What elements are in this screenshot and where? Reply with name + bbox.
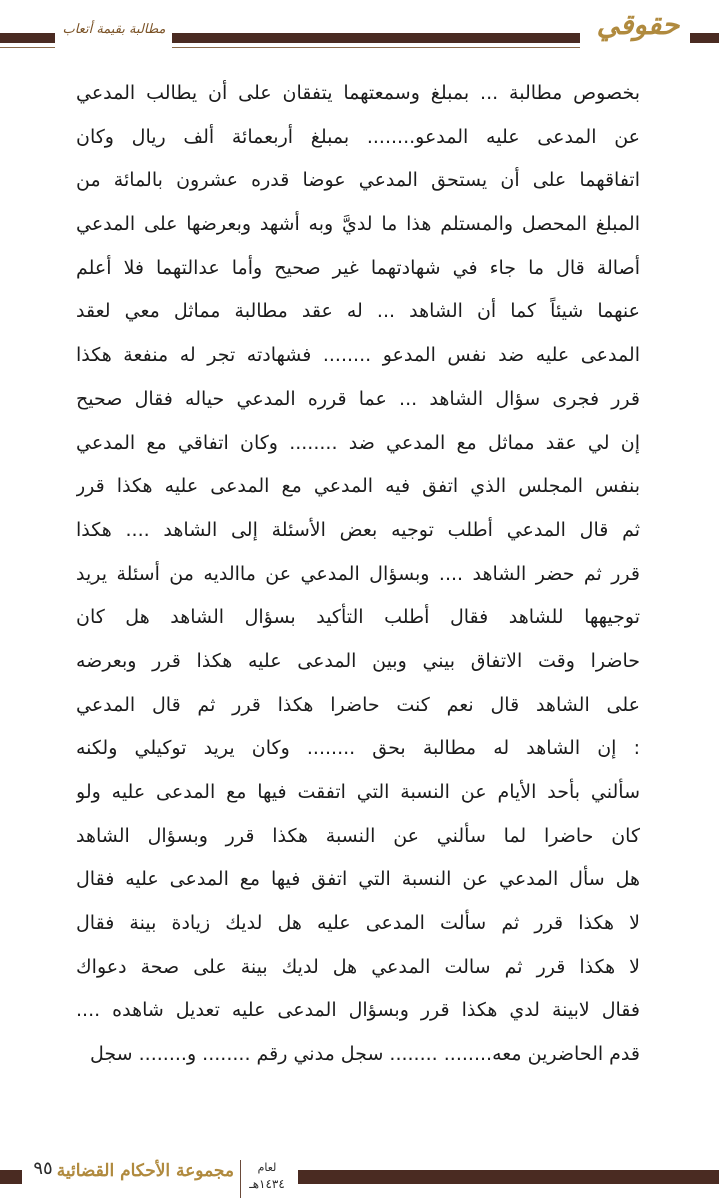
text-line: قرر فجرى سؤال الشاهد ... عما قرره المدعي حياله فقال صحيح	[76, 387, 640, 410]
text-line: عن المدعى عليه المدعو........ بمبلغ أربعمائة ألف ريال وكان	[76, 125, 640, 148]
text-line: المدعى عليه ضد نفس المدعو ........ فشهادته تجر له منفعة هكذا	[76, 344, 640, 367]
header-bar-right	[690, 33, 719, 43]
text-line: اتفاقهما على أن يستحق المدعي عوضا قدره عشرون بالمائة من	[76, 169, 640, 192]
text-line: توجيهها للشاهد فقال أطلب التأكيد بسؤال الشاهد هل كان	[76, 606, 640, 629]
header-rule-middle	[172, 47, 580, 48]
document-body	[76, 72, 640, 1077]
year-label: لعام	[257, 1161, 277, 1174]
text-line: بنفس المجلس الذي اتفق فيه المدعي مع المدعى عليه هكذا قرر	[76, 475, 640, 498]
header-rule-left	[0, 47, 55, 48]
header-bar-middle	[172, 33, 580, 43]
text-line: قدم الحاضرين معه........ ........ سجل مدني رقم ........ و........ سجل	[90, 1043, 640, 1066]
text-line: سألني بأحد الأيام عن النسبة التي اتفقت فيها مع المدعى عليه ولو	[76, 781, 640, 803]
text-line: أصالة قال ما جاء في شهادتهما غير صحيح وأما عدالتهما فلا أعلم	[76, 256, 640, 279]
text-line: : إن الشاهد له مطالبة بحق ........ وكان يريد توكيلي ولكنه	[76, 737, 640, 760]
text-line: ثم قال المدعي أطلب توجيه بعض الأسئلة إلى الشاهد .... هكذا	[76, 518, 640, 541]
text-line: كان حاضرا لما سألني عن النسبة هكذا قرر وبسؤال الشاهد	[76, 824, 640, 847]
text-line: قرر ثم حضر الشاهد .... وبسؤال المدعي عن ماالديه من أسئلة يريد	[76, 562, 640, 585]
text-line: عنهما شيئاً كما أن الشاهد ... له عقد مطالبة مماثل معي لعقد	[76, 300, 640, 323]
text-line: حاضرا وقت الاتفاق بيني وبين المدعى عليه هكذا قرر وبعرضه	[76, 649, 640, 672]
page-number: ٩٥	[33, 1158, 53, 1179]
section-subtitle: مطالبة بقيمة أتعاب	[62, 22, 166, 37]
text-line: لا هكذا قرر ثم سالت المدعي هل لديك بينة على صحة دعواك	[76, 955, 640, 978]
text-line: على الشاهد قال نعم كنت حاضرا هكذا قرر ثم قال المدعي	[76, 693, 640, 716]
header-bar-left	[0, 33, 55, 43]
section-title: حقوقي	[596, 8, 680, 41]
text-line: هل سأل المدعي عن النسبة التي اتفق فيها مع المدعى عليه فقال	[76, 868, 640, 891]
year-label-box	[240, 1160, 293, 1198]
text-line: إن لي عقد مماثل مع المدعي ضد ........ وكان اتفاقي مع المدعي	[76, 431, 640, 454]
footer-bar-right	[298, 1170, 719, 1184]
text-line: بخصوص مطالبة ... بمبلغ وسمعتهما يتفقان على أن يطالب المدعي	[76, 82, 640, 104]
collection-title: مجموعة الأحكام القضائية	[56, 1161, 234, 1181]
text-line: المبلغ المحصل والمستلم هذا ما لديَّ وبه أشهد وبعرضها على المدعي	[76, 213, 640, 236]
page-header	[0, 0, 719, 64]
footer-bar-left	[0, 1170, 22, 1184]
year-value: ١٤٣٤هـ	[249, 1177, 285, 1191]
text-line: فقال لابينة لدي هكذا قرر وبسؤال المدعى عليه تعديل شاهده ....	[76, 999, 640, 1022]
text-line: لا هكذا قرر ثم سألت المدعى عليه هل لديك زيادة بينة فقال	[76, 912, 640, 935]
